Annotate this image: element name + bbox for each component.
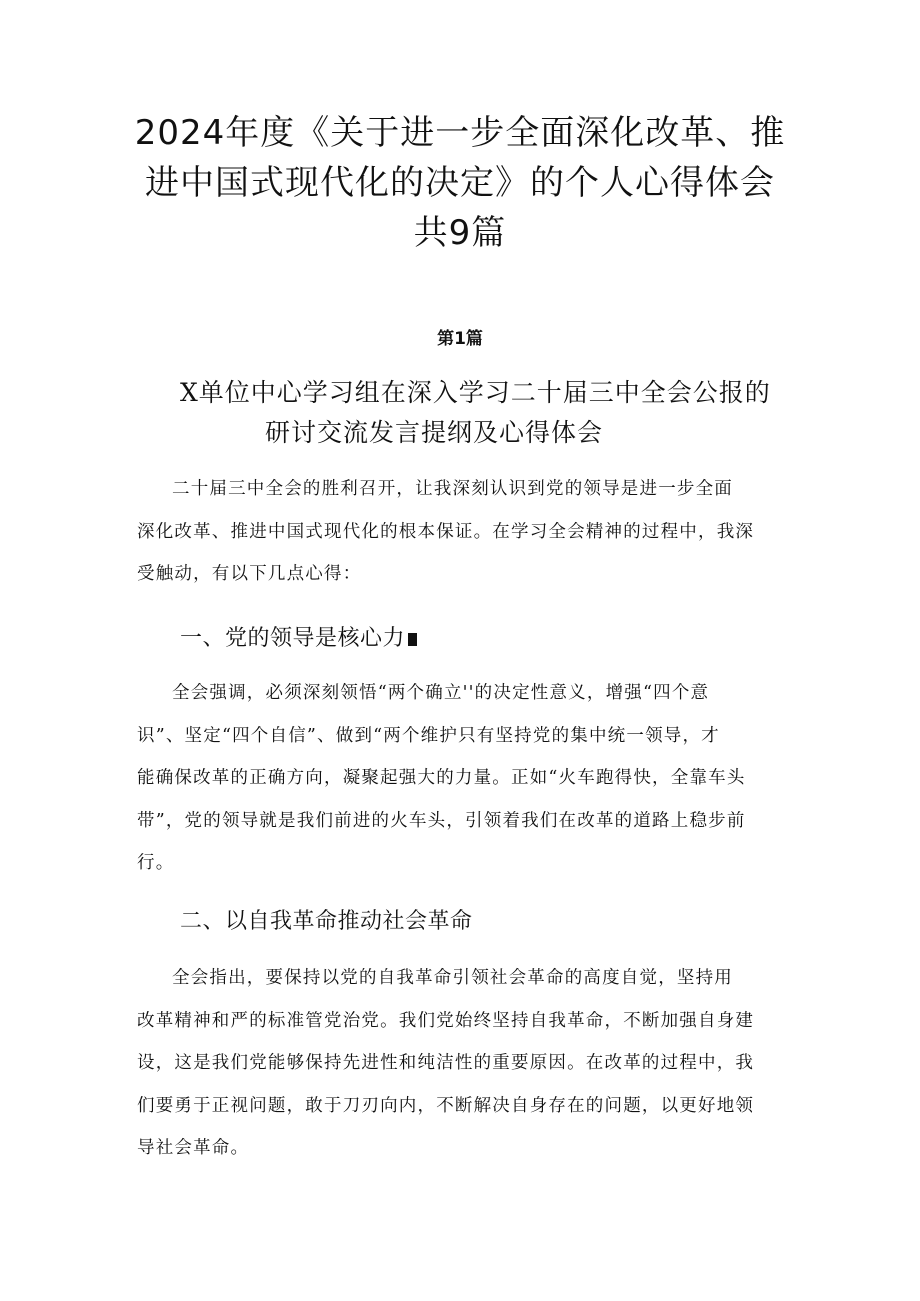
- paragraph-line: 改革精神和严的标准管党治党。我们党始终坚持自我革命，不断加强自身建: [137, 1010, 755, 1031]
- paragraph-line: 行。: [137, 853, 175, 873]
- article-title-line: X单位中心学习组在深入学习二十届三中全会公报的: [180, 378, 771, 407]
- paragraph-line: 们要勇于正视问题，敢于刀刃向内，不断解决自身存在的问题，以更好地领: [137, 1095, 755, 1116]
- article-title: [160, 373, 800, 453]
- paragraph-line: 全会指出，要保持以党的自我革命引领社会革命的高度自觉，坚持用: [172, 968, 733, 988]
- paragraph-line: 全会强调，必须深刻领悟“两个确立''的决定性意义，增强“四个意: [172, 683, 710, 703]
- section-label: 第1篇: [437, 329, 483, 349]
- paragraph-line: 设，这是我们党能够保持先进性和纯洁性的重要原因。在改革的过程中，我: [137, 1053, 755, 1073]
- document-title-line: 共9篇: [413, 213, 507, 253]
- paragraph-2: [137, 957, 793, 1170]
- paragraph-line: 识”、坚定“四个自信”、做到“两个维护只有坚持党的集中统一领导，才: [137, 725, 720, 746]
- paragraph-line: 受触动，有以下几点心得：: [137, 564, 362, 584]
- paragraph-line: 带”，党的领导就是我们前进的火车头，引领着我们在改革的道路上稳步前: [137, 810, 746, 831]
- document-title-line: 2024年度《关于进一步全面深化改革、推: [134, 113, 786, 153]
- article-title-line: 研讨交流发言提纲及心得体会: [265, 418, 604, 447]
- document-title-line: 进中国式现代化的决定》的个人心得体会: [145, 163, 775, 203]
- paragraph-line: 导社会革命。: [137, 1138, 250, 1158]
- paragraph-line: 能确保改革的正确方向，凝聚起强大的力量。正如“火车跑得快，全靠车头: [137, 768, 746, 788]
- document-title: [120, 108, 800, 258]
- paragraph-line: 深化改革、推进中国式现代化的根本保证。在学习全会精神的过程中，我深: [137, 521, 755, 542]
- paragraph-line: 二十届三中全会的胜利召开，让我深刻认识到党的领导是进一步全面: [172, 479, 733, 499]
- section-heading-2: [180, 907, 473, 937]
- paragraph-1: [137, 672, 793, 885]
- marker-square-icon: [408, 633, 417, 646]
- heading-text: 一、党的领导是核心力: [180, 626, 406, 651]
- section-heading-1: [180, 624, 417, 654]
- intro-paragraph: [137, 468, 793, 596]
- heading-text: 二、以自我革命推动社会革命: [180, 909, 473, 934]
